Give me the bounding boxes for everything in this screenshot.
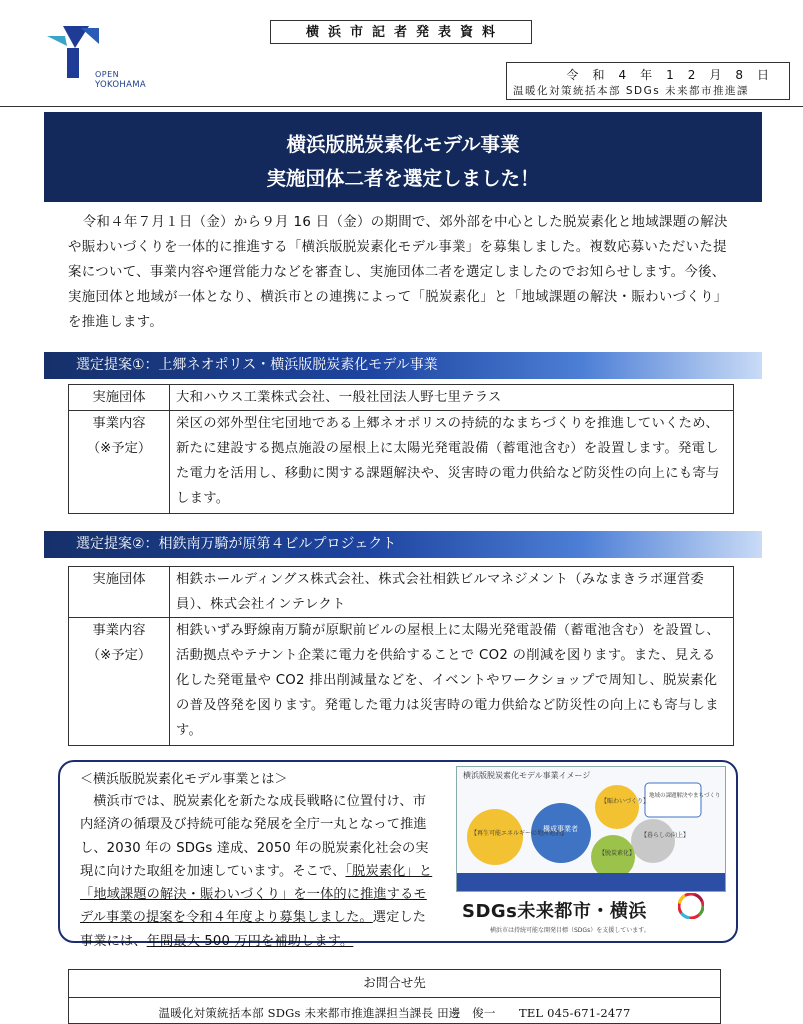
about-title: ＜横浜版脱炭素化モデル事業とは＞ (80, 772, 288, 787)
content-value: 相鉄いずみ野線南万騎が原駅前ビルの屋根上に太陽光発電設備（蓄電池含む）を設置し、活動拠点やテナント企業に電力を供給することで CO2 の削減を図ります。また、見える化した発電量や CO2 排出削減量などを、イベントやワークショップで周知し、脱炭素化の普及啓発を図ります。発電した電力は災害時の電力供給など防災性の向上にも寄与します。 (170, 618, 734, 746)
about-text-plain: 横浜市では、脱炭素化を新たな成長戦略に位置付け、市内経済の循環及び持続可能な発展を全庁一丸となって推進し、2030 年の SDGs 達成、2050 年の脱炭素化社会の実現に向けた取組を加速しています。そこで、 (80, 794, 429, 879)
diagram-label: 【暮らしの向上】 (641, 832, 690, 839)
table-row (69, 411, 734, 514)
org-label: 実施団体 (69, 567, 170, 618)
proposal-2-heading: 選定提案②：相鉄南万騎が原第４ビルプロジェクト (44, 531, 762, 558)
sdgs-support-note: 横浜市は持続可能な開発目標（SDGs）を支援しています。 (490, 927, 650, 934)
about-text-underlined: 「脱炭素化」と「地域課題の解決・賑わいづくり」を一体的に推進するモデル事業の提案を令和４年度より募集しました。 (80, 863, 433, 926)
table-row (69, 567, 734, 618)
content-label-line-2: （※予定） (86, 441, 152, 456)
about-text-end-2: 年間最大 500 万円を補助します。 (146, 933, 354, 949)
intro-text: 令和４年７月１日（金）から９月 16 日（金）の期間で、郊外部を中心とした脱炭素化と地域課題の解決や賑わいづくりを一体的に推進する「横浜版脱炭素化モデル事業」を募集しました。複数応募いただいた提案について、事業内容や運営能力などを審査し、実施団体二者を選定しましたのでお知らせします。今後、実施団体と地域が一体となり、横浜市との連携によって「脱炭素化」と「地域課題の解決・賑わいづくり」を推進します。 (68, 215, 728, 330)
about-text (80, 790, 438, 953)
project-diagram-icon (457, 779, 725, 891)
contact-divider (69, 997, 720, 998)
content-label (69, 618, 170, 746)
image-caption: 横浜版脱炭素化モデル事業イメージ (463, 771, 591, 780)
content-label (69, 411, 170, 514)
about-text-end-1: 選定した事業には、 (80, 910, 427, 949)
diagram-label: 構成事業者 (543, 825, 578, 833)
diagram-label: 【再生可能エネルギーの地産地消】 (471, 830, 568, 837)
logo-open-text: OPEN (95, 70, 120, 79)
contact-label: お問合せ先 (363, 975, 426, 990)
model-project-image (456, 766, 726, 892)
title-banner (44, 112, 762, 202)
title-line-1: 横浜版脱炭素化モデル事業 (286, 133, 520, 156)
intro-paragraph (68, 210, 738, 335)
diagram-label: 地域の課題解決やまちづくり (649, 793, 721, 799)
diagram-label: 【脱炭素化】 (599, 850, 636, 857)
content-label-line-2: （※予定） (86, 648, 152, 663)
proposal-2-table (68, 566, 734, 746)
table-row (69, 385, 734, 411)
date-department-box (506, 62, 790, 100)
contact-box (68, 969, 721, 1024)
release-date: 令和4年12月8日 (566, 68, 783, 82)
diagram-label: 【賑わいづくり】 (601, 798, 650, 805)
sdgs-future-city-label: SDGs未来都市・横浜 (462, 901, 647, 922)
content-value: 栄区の郊外型住宅団地である上郷ネオポリスの持続的なまちづくりを推進していくため、新たに建設する拠点施設の屋根上に太陽光発電設備（蓄電池含む）を設置します。発電した電力を活用し、移動に関する課題解決や、災害時の電力供給など防災性の向上にも寄与します。 (170, 411, 734, 514)
title-line-2: 実施団体二者を選定しました！ (266, 167, 540, 190)
proposal-1-heading: 選定提案①：上郷ネオポリス・横浜版脱炭素化モデル事業 (44, 352, 762, 379)
header-divider (0, 106, 803, 107)
open-yokohama-logo (45, 18, 155, 96)
content-label-line-1: 事業内容 (92, 623, 146, 638)
press-release-label: 横浜市記者発表資料 (270, 20, 532, 44)
department-name: 温暖化対策統括本部 SDGs 未来都市推進課 (513, 85, 750, 97)
org-value: 相鉄ホールディングス株式会社、株式会社相鉄ビルマネジメント（みなまきラボ運営委員）、株式会社インテレクト (170, 567, 734, 618)
sdgs-wheel-icon (678, 893, 704, 919)
logo-mark-icon (45, 18, 105, 78)
table-row (69, 618, 734, 746)
contact-info: 温暖化対策統括本部 SDGs 未来都市推進課担当課長 田邊 俊一 TEL 045-671-2477 (158, 1006, 631, 1020)
org-label: 実施団体 (69, 385, 170, 411)
logo-yokohama-text: YOKOHAMA (95, 80, 146, 90)
content-label-line-1: 事業内容 (92, 416, 146, 431)
proposal-1-table (68, 384, 734, 514)
org-value: 大和ハウス工業株式会社、一般社団法人野七里テラス (170, 385, 734, 411)
